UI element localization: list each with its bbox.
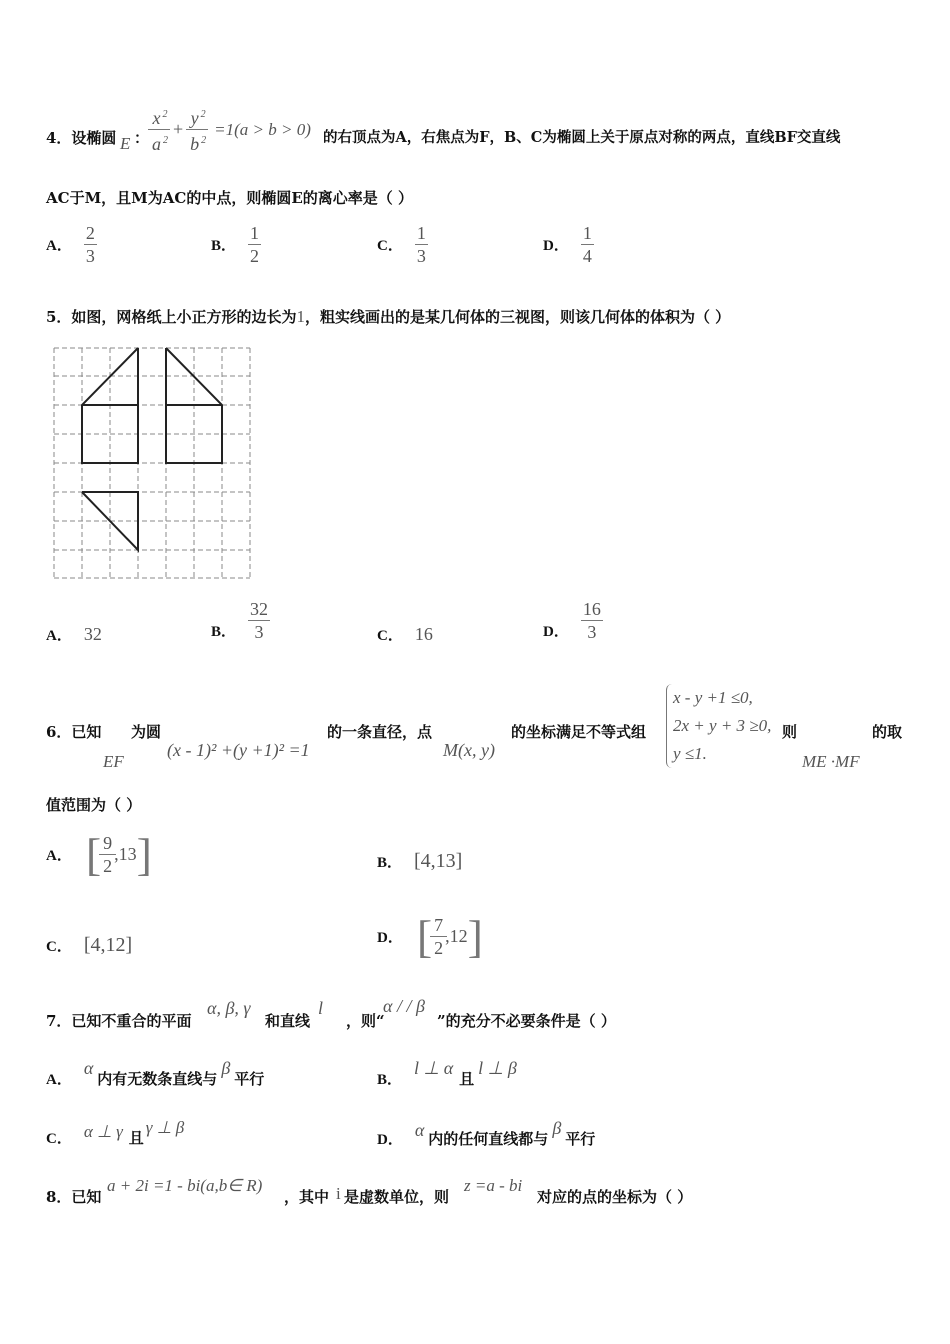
q7-option-b[interactable] [377, 1058, 517, 1089]
perp-expression: l ⊥ α [414, 1058, 454, 1078]
denominator: 3 [254, 622, 264, 642]
option-text: 且 [128, 1129, 144, 1147]
option-text: 内有无数条直线与 [97, 1070, 218, 1088]
alpha-symbol: α [83, 1058, 94, 1078]
option-text: 平行 [234, 1070, 265, 1088]
q6-option-b[interactable] [377, 850, 462, 873]
q7-option-c[interactable] [46, 1118, 184, 1148]
q4-y: y [190, 108, 199, 128]
q4-frac-x: $\frac{x ^2}{a ^2}$ [148, 104, 170, 155]
three-view-figure [52, 345, 254, 581]
q8-z: z =a - bi [464, 1176, 523, 1195]
numerator: 1 [250, 223, 260, 243]
q4-colon: ： [134, 129, 150, 147]
numerator: 1 [582, 223, 592, 243]
q5-option-c[interactable] [377, 624, 433, 645]
inequality-2: 2x + y + 3 ≥0, [673, 716, 772, 735]
option-label: D． [377, 930, 403, 946]
q7-option-a[interactable] [46, 1058, 264, 1089]
beta-symbol: β [221, 1058, 231, 1078]
option-label: C． [46, 939, 72, 955]
option-label: C． [377, 238, 403, 254]
denominator: 2 [250, 246, 260, 266]
numerator: 32 [250, 599, 269, 619]
option-label: C． [377, 628, 403, 644]
q8-equation: a + 2i =1 - bi(a,b∈ R) [107, 1176, 263, 1195]
q8-text4: 对应的点的坐标为（ ） [537, 1188, 693, 1206]
denominator: 3 [587, 622, 597, 642]
q7-option-d[interactable] [377, 1118, 595, 1149]
q5-option-d-frac [581, 598, 603, 643]
option-text: 内的任何直线都与 [428, 1130, 549, 1148]
option-label: A． [46, 848, 72, 864]
q6-option-d-interval: [ $\frac{7}{2}$ ,12 ] [416, 910, 483, 962]
q7-text3: ，则“ [346, 1012, 385, 1030]
q8-text3: 是虚数单位，则 [344, 1188, 450, 1206]
q5-option-b[interactable] [211, 598, 270, 643]
denominator: 3 [416, 246, 426, 266]
q6-circle: (x - 1)² +(y +1)² =1 [167, 740, 310, 760]
q7-planes: α, β, γ [207, 998, 251, 1018]
q7-text4: ”的充分不必要条件是（ ） [437, 1012, 616, 1030]
q6-text4: 的坐标满足不等式组 [511, 723, 647, 741]
option-value: 32 [83, 624, 102, 644]
numerator: 2 [85, 223, 95, 243]
inequality-3: y ≤1. [673, 744, 707, 763]
numerator: 1 [416, 223, 426, 243]
option-label: A． [46, 1072, 72, 1088]
inequality-1: x - y +1 ≤0, [673, 688, 753, 707]
q4-x: x [152, 108, 161, 128]
q7-text1: 7．已知不重合的平面 [46, 1012, 192, 1030]
q8-text1: 8．已知 [46, 1188, 102, 1206]
q4-option-c[interactable] [377, 222, 428, 267]
q6-text1: 6．已知 [46, 723, 102, 741]
q6-text6: 的取 [872, 723, 903, 741]
q6-option-c[interactable] [46, 934, 132, 957]
perp-expression: l ⊥ β [478, 1058, 517, 1078]
alpha-symbol: α [414, 1120, 425, 1140]
q6-inequality-system [666, 684, 771, 768]
interval-frac [101, 832, 114, 877]
q4-option-d-frac [581, 222, 594, 267]
denominator: 4 [582, 246, 592, 266]
numerator: 16 [582, 599, 601, 619]
q6-text5: 则 [782, 723, 798, 741]
option-label: A． [46, 238, 72, 254]
interval-rest: ,13 [114, 844, 137, 864]
q4-option-d[interactable] [543, 222, 594, 267]
denominator: 2 [434, 938, 444, 958]
q4-ellipse-name: E [120, 134, 131, 153]
q8-imag-unit: i [336, 1184, 341, 1203]
q7-line: l [318, 998, 324, 1018]
option-value: 16 [414, 624, 433, 644]
perp-expression: α ⊥ γ [83, 1122, 123, 1141]
option-text: 且 [459, 1070, 475, 1088]
option-label: D． [377, 1132, 403, 1148]
interval-rest: ,12 [445, 926, 468, 946]
q4-option-b[interactable] [211, 222, 261, 267]
q6-ef: EF [103, 752, 124, 771]
numerator: 7 [434, 915, 444, 935]
option-label: B． [211, 238, 237, 254]
q4-option-c-frac [415, 222, 428, 267]
q4-b: b [190, 134, 200, 154]
q5-option-b-frac [248, 598, 270, 643]
q5-option-d[interactable] [543, 598, 603, 643]
q7-parallel: α / / β [383, 996, 425, 1016]
denominator: 3 [85, 246, 95, 266]
option-label: D． [543, 238, 569, 254]
q6-text2: 为圆 [131, 723, 162, 741]
q6-point: M(x, y) [443, 740, 495, 760]
q4-stem-start [46, 128, 116, 148]
q5-stem [46, 307, 730, 327]
q4-eq-rhs: =1(a > b > 0) [214, 119, 311, 139]
q7-text2: 和直线 [265, 1012, 311, 1030]
beta-symbol: β [552, 1118, 562, 1138]
q4-number: 4．设椭圆 [46, 129, 117, 147]
q4-option-b-frac [248, 222, 261, 267]
q5-edge: 1 [296, 307, 305, 326]
q4-ellipse-equation: $\frac{x ^2}{a ^2}$ + $\frac{y ^2}{b ^2}$ =1(a > b > 0) [148, 104, 311, 155]
q4-text2: AC于M，且M为AC的中点，则椭圆E的离心率是（ ） [46, 189, 414, 207]
option-label: D． [543, 624, 569, 640]
q5-text: 5．如图，网格纸上小正方形的边长为 [46, 308, 297, 326]
option-label: B． [377, 855, 403, 871]
q8-text2: ，其中 [284, 1188, 330, 1206]
q6-dot-product: ME ·MF [802, 752, 860, 771]
q6-option-d[interactable] [377, 910, 483, 962]
option-value: [4,13] [414, 850, 463, 872]
option-label: B． [211, 624, 237, 640]
q6-text7: 值范围为（ ） [46, 796, 142, 814]
q6-text3: 的一条直径，点 [327, 723, 433, 741]
q4-option-a-frac [84, 222, 97, 267]
q5-option-a[interactable] [46, 624, 102, 645]
option-label: C． [46, 1131, 72, 1147]
q6-option-a[interactable] [46, 828, 152, 880]
q4-text1: 的右顶点为A，右焦点为F，B、C为椭圆上关于原点对称的两点，直线BF交直线 [323, 129, 841, 146]
denominator: 2 [103, 856, 113, 876]
option-text: 平行 [565, 1130, 596, 1148]
q4-option-a[interactable] [46, 222, 97, 267]
option-label: A． [46, 628, 72, 644]
solid-outlines [82, 348, 222, 550]
option-value: [4,12] [83, 934, 133, 956]
q4-a: a [152, 134, 161, 154]
q4-frac-y: $\frac{y ^2}{b ^2}$ [186, 104, 208, 155]
q5-text2: ，粗实线画出的是某几何体的三视图，则该几何体的体积为（ ） [304, 308, 731, 326]
option-label: B． [377, 1072, 403, 1088]
perp-expression: γ ⊥ β [145, 1118, 185, 1137]
numerator: 9 [103, 833, 113, 853]
interval-frac [432, 914, 445, 959]
q6-option-a-interval: [ $\frac{9}{2}$ ,13 ] [85, 828, 152, 880]
